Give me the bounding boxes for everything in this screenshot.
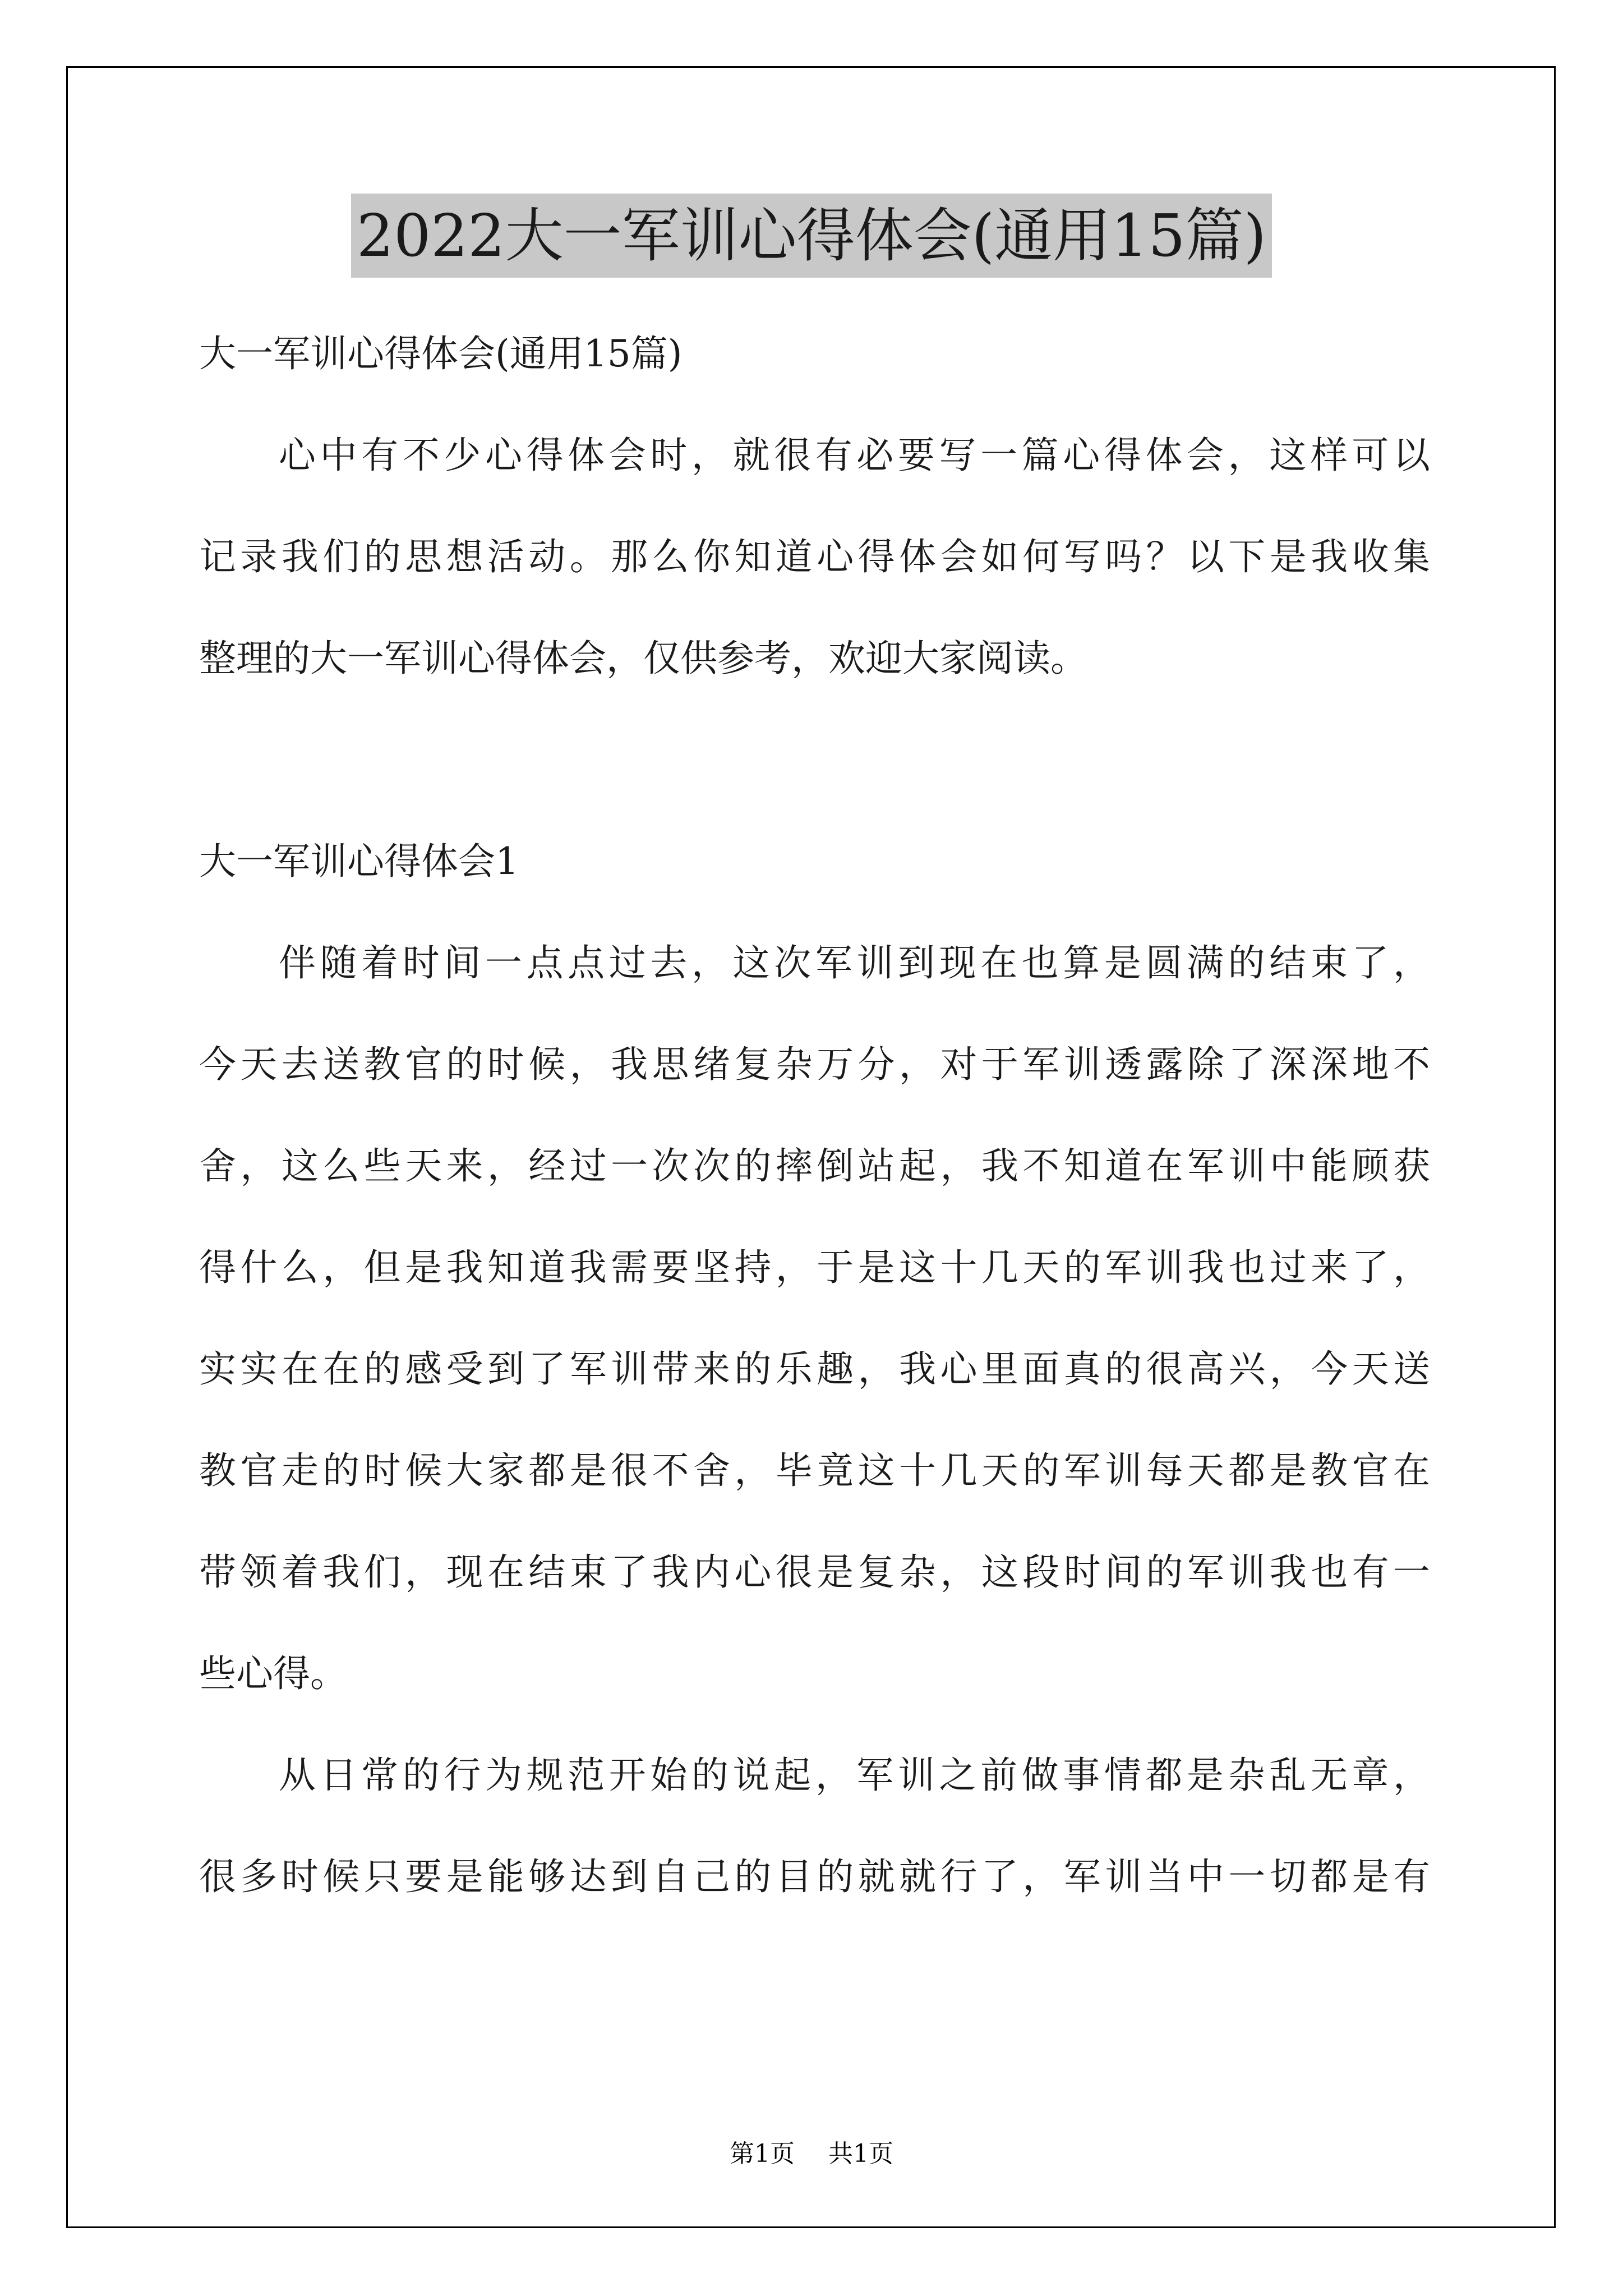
paragraph-line: 带领着我们，现在结束了我内心很是复杂，这段时间的军训我也有一 bbox=[199, 1550, 1430, 1594]
paragraph-line: 实实在在的感受到了军训带来的乐趣，我心里面真的很高兴，今天送 bbox=[199, 1347, 1430, 1391]
document-body bbox=[199, 303, 1430, 1927]
paragraph-line: 得什么，但是我知道我需要坚持，于是这十几天的军训我也过来了， bbox=[199, 1246, 1430, 1289]
section-heading: 大一军训心得体会1 bbox=[199, 840, 519, 883]
paragraph-line: 很多时候只要是能够达到自己的目的就就行了，军训当中一切都是有 bbox=[199, 1855, 1430, 1898]
page-total: 共1页 bbox=[828, 2139, 893, 2168]
paragraph-line: 今天去送教官的时候，我思绪复杂万分，对于军训透露除了深深地不 bbox=[199, 1043, 1430, 1086]
intro-line: 记录我们的思想活动。那么你知道心得体会如何写吗？以下是我收集 bbox=[199, 535, 1430, 578]
title-container bbox=[0, 194, 1623, 278]
page-number: 第1页 bbox=[730, 2139, 795, 2168]
intro-line: 心中有不少心得体会时，就很有必要写一篇心得体会，这样可以 bbox=[279, 434, 1430, 477]
document-title: 2022大一军训心得体会(通用15篇) bbox=[351, 194, 1272, 278]
intro-line: 整理的大一军训心得体会，仅供参考，欢迎大家阅读。 bbox=[199, 637, 1087, 680]
document-subtitle: 大一军训心得体会(通用15篇) bbox=[199, 332, 683, 375]
paragraph-line: 从日常的行为规范开始的说起，军训之前做事情都是杂乱无章， bbox=[279, 1754, 1430, 1797]
paragraph-line: 伴随着时间一点点过去，这次军训到现在也算是圆满的结束了， bbox=[279, 941, 1430, 984]
paragraph-line: 些心得。 bbox=[199, 1652, 347, 1695]
paragraph-line: 舍，这么些天来，经过一次次的摔倒站起，我不知道在军训中能顾获 bbox=[199, 1144, 1430, 1188]
paragraph-line: 教官走的时候大家都是很不舍，毕竟这十几天的军训每天都是教官在 bbox=[199, 1449, 1430, 1492]
page-footer bbox=[0, 2132, 1623, 2177]
blank-line bbox=[199, 709, 1430, 811]
